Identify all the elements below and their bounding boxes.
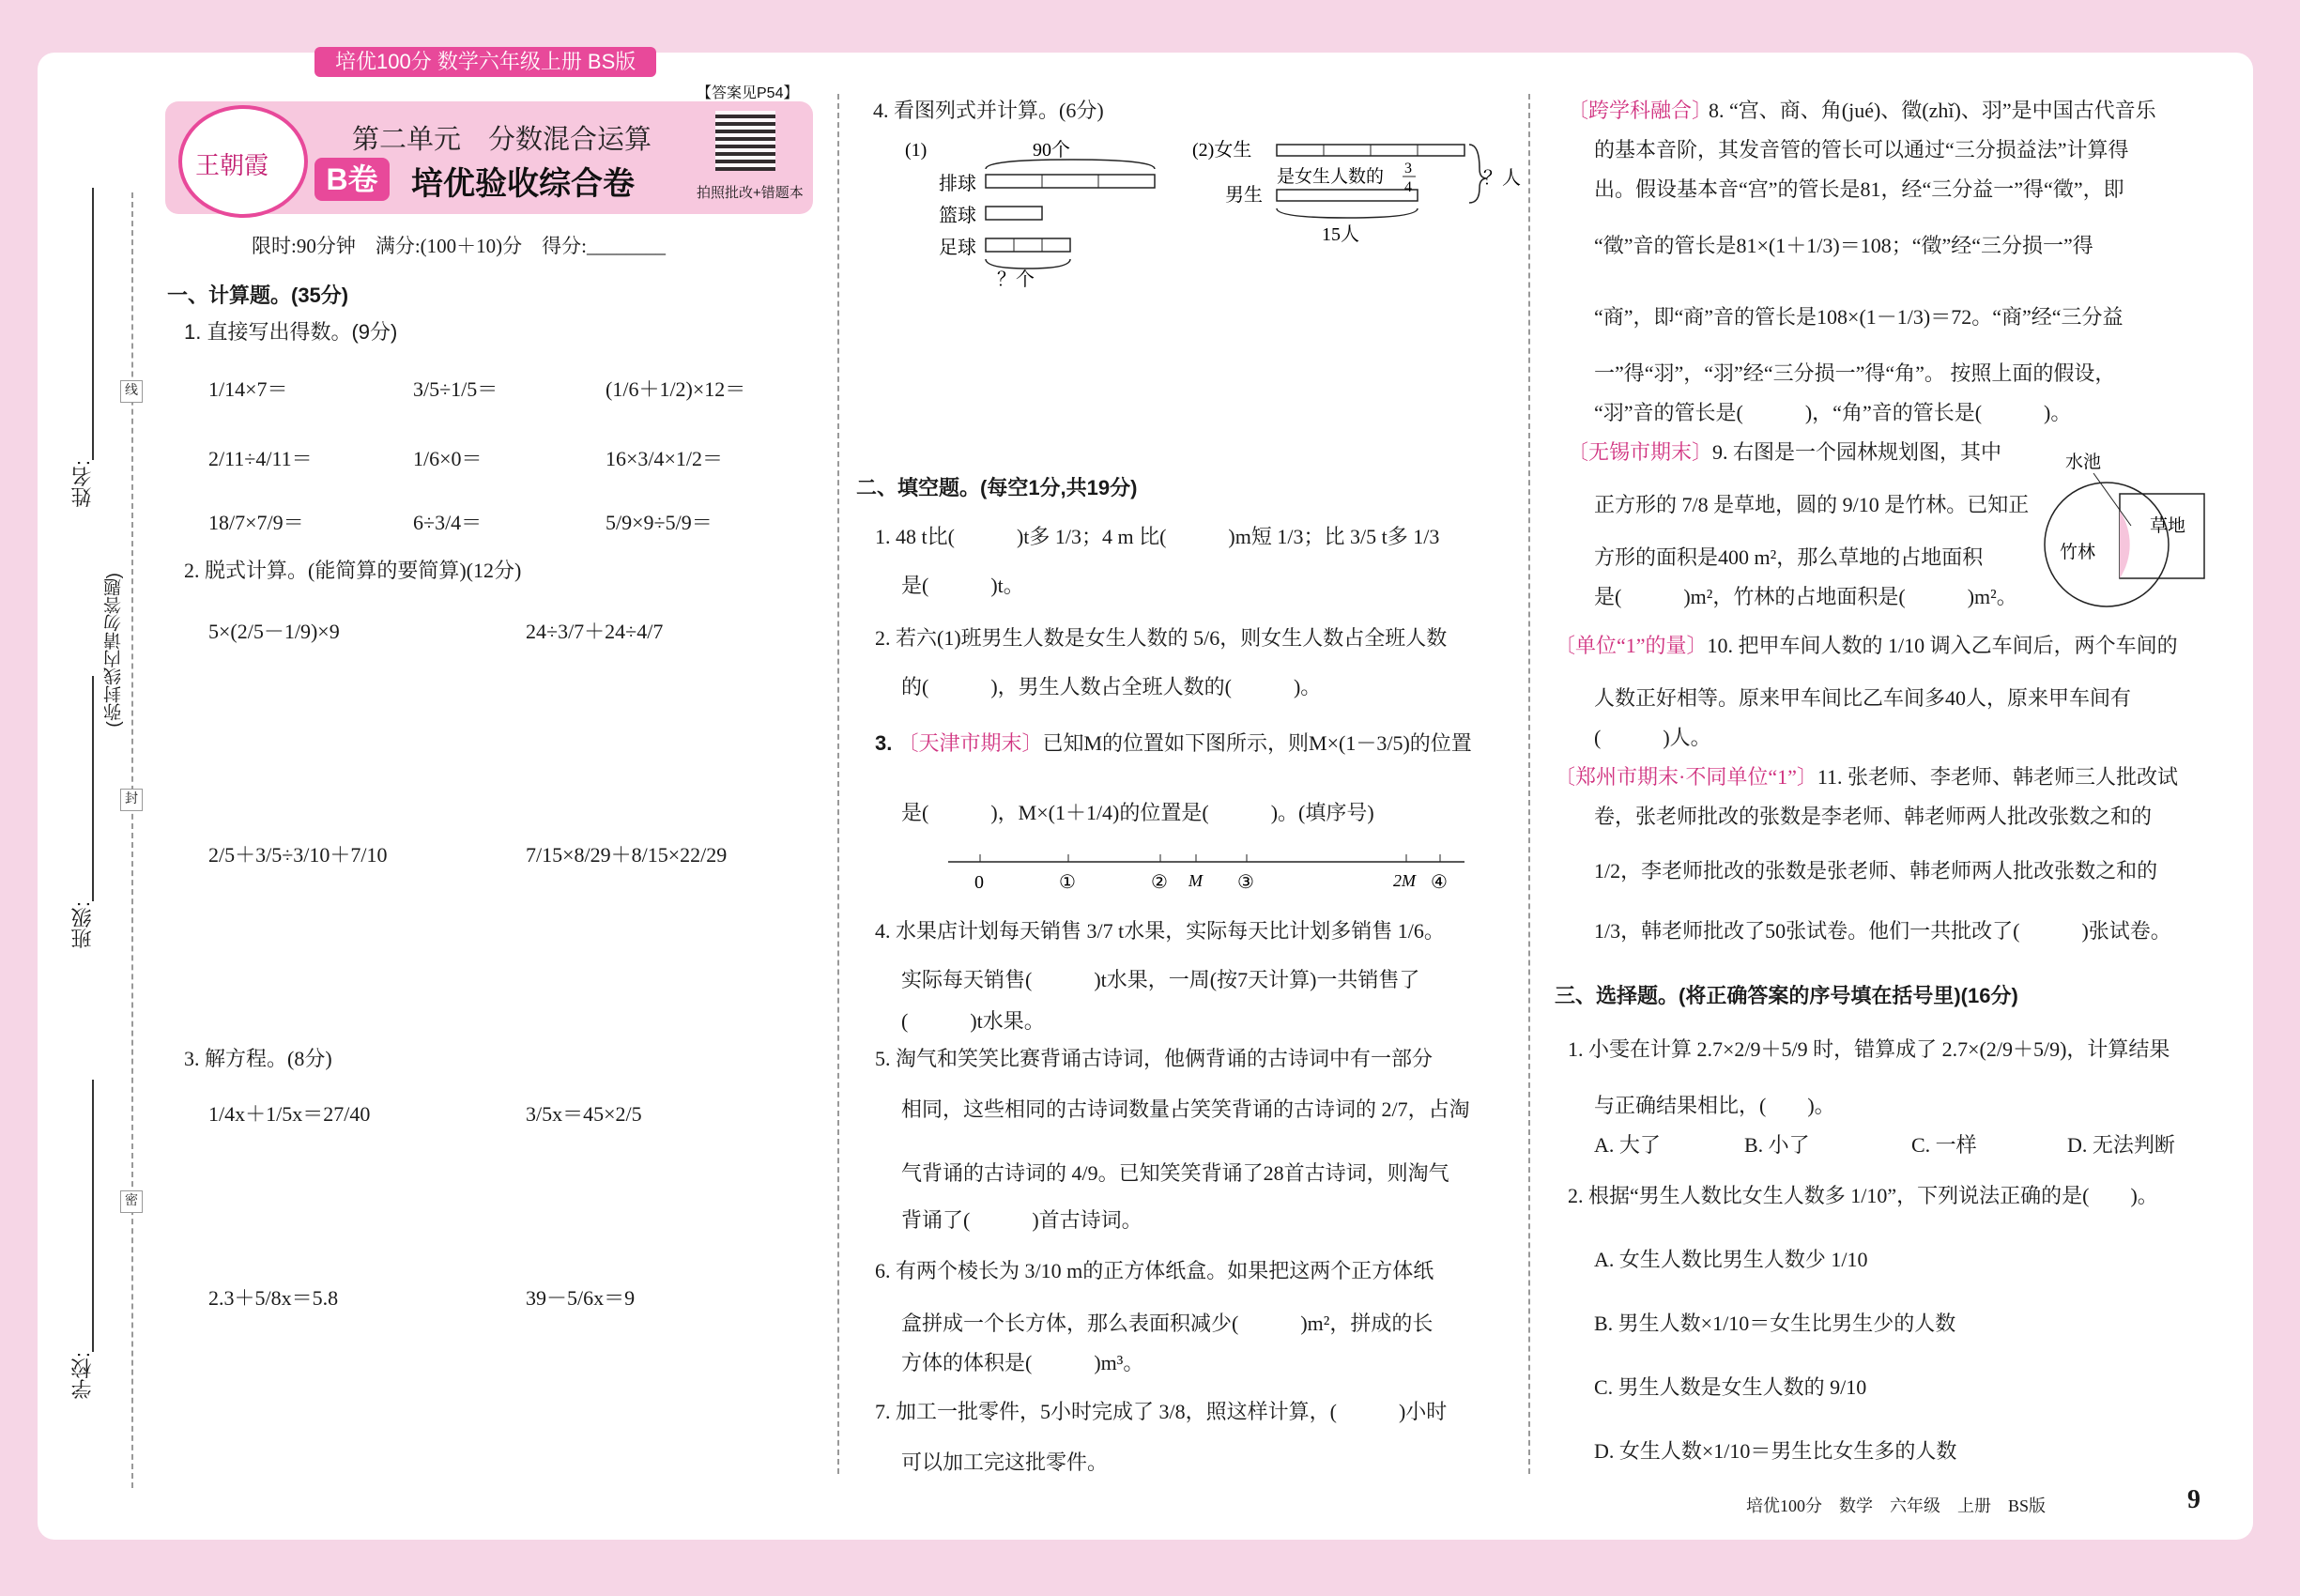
answer-ref: 【答案见P54】 <box>697 85 799 101</box>
fill-8a: 8. “宫、商、角(jué)、徵(zhǐ)、羽”是中国古代音乐 <box>1709 99 2156 122</box>
calc-4: 2/11÷4/11＝ <box>208 447 313 470</box>
fill-8c: 出。假设基本音“宫”的管长是81，经“三分益一”得“徵”，即 <box>1594 177 2124 201</box>
diag1-basketball: 篮球 <box>939 206 976 226</box>
step-calc-4: 7/15×8/29＋8/15×22/29 <box>526 843 728 867</box>
fill-4b: 实际每天销售( )t水果，一周(按7天计算)一共销售了 <box>901 968 1420 991</box>
diag1-label: (1) <box>905 140 928 161</box>
calc-2: 3/5÷1/5＝ <box>413 377 498 401</box>
fill-11b: 卷，张老师批改的张数是李老师、韩老师两人批改张数之和的 <box>1594 805 2153 828</box>
choice-1-option-b[interactable]: B. 小了 <box>1744 1133 1810 1157</box>
step-calc-3: 2/5＋3/5÷3/10＋7/10 <box>208 843 388 867</box>
column-divider-2 <box>1528 94 1530 1474</box>
section-2-title: 二、填空题。(每空1分,共19分) <box>856 476 1138 499</box>
fill-7b: 可以加工完这批零件。 <box>901 1450 1109 1474</box>
fill-6b: 盒拼成一个长方体，那么表面积减少( )m²，拼成的长 <box>901 1312 1434 1335</box>
calc-8: 6÷3/4＝ <box>413 511 483 534</box>
diag2-note: 是女生人数的 <box>1277 167 1385 187</box>
fill-9d: 是( )m²，竹林的占地面积是( )m²。 <box>1594 585 2017 608</box>
diag2-bar-boys <box>1277 190 1418 201</box>
fill-8-source: 〔跨学科融合〕 <box>1568 99 1713 122</box>
diag1-top: 90个 <box>1033 140 1070 161</box>
tick-2: ② <box>1151 872 1168 893</box>
fill-2a: 2. 若六(1)班男生人数是女生人数的 5/6，则女生人数占全班人数 <box>875 626 1448 650</box>
svg-text:4: 4 <box>1404 179 1412 195</box>
tick-2M: 2M <box>1393 871 1416 890</box>
school-blank <box>92 1080 94 1352</box>
fill-3b: 是( )，M×(1＋1/4)的位置是( )。(填序号) <box>901 801 1374 824</box>
tick-3: ③ <box>1237 872 1254 893</box>
fill-1b: 是( )t。 <box>901 574 1024 597</box>
diag2-boys: 男生 <box>1225 185 1263 206</box>
fill-7a: 7. 加工一批零件，5小时完成了 3/8，照这样计算，( )小时 <box>875 1400 1448 1423</box>
fill-6c: 方体的体积是( )m³。 <box>901 1351 1144 1374</box>
fill-8b: 的基本音阶，其发音管的管长可以通过“三分损益法”计算得 <box>1594 138 2129 161</box>
fill-11d: 1/3，韩老师批改了50张试卷。他们一共批改了( )张试卷。 <box>1594 919 2171 943</box>
diag1-bar-basketball <box>986 207 1042 220</box>
garden-square <box>2120 494 2204 578</box>
calc-7: 18/7×7/9＝ <box>208 511 304 534</box>
paper-title: 培优验收综合卷 <box>411 166 635 202</box>
diag1-bar-volleyball <box>986 175 1155 188</box>
diag2-ask: ？人 <box>1483 168 1521 189</box>
fill-5a: 5. 淘气和笑笑比赛背诵古诗词，他俩背诵的古诗词中有一部分 <box>875 1047 1434 1070</box>
choice-2-option-a[interactable]: A. 女生人数比男生人数少 1/10 <box>1594 1248 1868 1271</box>
calc-9: 5/9×9÷5/9＝ <box>606 511 713 534</box>
fill-11c: 1/2，李老师批改的张数是张老师、韩老师两人批改张数之和的 <box>1594 859 2158 882</box>
equation-4: 39－5/6x＝9 <box>526 1286 636 1310</box>
choice-1a: 1. 小雯在计算 2.7×2/9＋5/9 时，错算成了 2.7×(2/9＋5/9)，计算结果 <box>1568 1037 2170 1061</box>
paper-tag: B卷 <box>314 158 390 201</box>
equation-3: 2.3＋5/8x＝5.8 <box>208 1286 339 1310</box>
q3-title: 3. 解方程。(8分) <box>184 1047 332 1070</box>
diag1-bottom: ？个 <box>997 269 1035 290</box>
calc-6: 16×3/4×1/2＝ <box>606 447 724 470</box>
diag1-football: 足球 <box>939 238 976 258</box>
q1-title: 1. 直接写出得数。(9分) <box>184 320 398 344</box>
q4-diagram <box>892 131 1521 300</box>
choice-1-option-c[interactable]: C. 一样 <box>1911 1133 1977 1157</box>
svg-text:3: 3 <box>1404 161 1412 176</box>
fill-2b: 的( )，男生人数占全班人数的( )。 <box>901 675 1322 698</box>
fill-10a-text: 10. 把甲车间人数的 1/10 调入乙车间后，两个车间的 <box>1707 634 2178 657</box>
fill-8e: “商”，即“商”音的管长是108×(1－1/3)＝72。“商”经“三分益 <box>1594 305 2124 329</box>
fill-10c: ( )人。 <box>1594 726 1711 749</box>
calc-1: 1/14×7＝ <box>208 377 288 401</box>
exam-limits: 限时:90分钟 满分:(100＋10)分 得分:________ <box>252 235 666 257</box>
diag2-15: 15人 <box>1322 224 1359 245</box>
fill-4a: 4. 水果店计划每天销售 3/7 t水果，实际每天比计划多销售 1/6。 <box>875 919 1445 943</box>
equation-1: 1/4x＋1/5x＝27/40 <box>208 1102 371 1126</box>
fill-3: 3. 〔天津市期末〕已知M的位置如下图所示，则M×(1－3/5)的位置 <box>875 731 1472 755</box>
calc-3: (1/6＋1/2)×12＝ <box>606 377 746 401</box>
fill-9a <box>1568 437 2001 468</box>
diag1-bar-football <box>986 238 1070 252</box>
fill-10a <box>1555 631 2178 661</box>
number-line <box>939 849 1483 896</box>
fill-8g: “羽”音的管长是( )，“角”音的管长是( )。 <box>1594 401 2072 424</box>
fill-3a: 已知M的位置如下图所示，则M×(1－3/5)的位置 <box>1042 731 1472 755</box>
qr-code-icon[interactable] <box>715 111 775 171</box>
step-calc-2: 24÷3/7＋24÷4/7 <box>526 620 664 643</box>
equation-2: 3/5x＝45×2/5 <box>526 1102 642 1126</box>
fill-4c: ( )t水果。 <box>901 1009 1045 1033</box>
tick-4: ④ <box>1431 872 1448 893</box>
seal-notice: (弥封线内请勿答题) <box>104 573 124 728</box>
pond-label: 水池 <box>2065 453 2102 472</box>
choice-1b: 与正确结果相比，( )。 <box>1594 1094 1835 1117</box>
fill-5d: 背诵了( )首古诗词。 <box>901 1208 1142 1232</box>
garden-diagram <box>2037 441 2206 610</box>
fill-8f: 一”得“羽”，“羽”经“三分损一”得“角”。 按照上面的假设， <box>1594 361 2116 385</box>
fill-5c: 气背诵的古诗词的 4/9。已知笑笑背诵了28首古诗词，则淘气 <box>901 1161 1449 1185</box>
choice-2-option-b[interactable]: B. 男生人数×1/10＝女生比男生少的人数 <box>1594 1312 1956 1335</box>
fill-9a-text: 9. 右图是一个园林规划图，其中 <box>1712 440 2002 464</box>
class-blank <box>92 676 94 901</box>
page-number: 9 <box>2187 1485 2200 1514</box>
series-tag: 培优100分 数学六年级上册 BS版 <box>314 47 656 77</box>
name-label: 姓名: <box>70 460 94 508</box>
bamboo-label: 竹林 <box>2060 543 2096 562</box>
choice-2: 2. 根据“男生人数比女生人数多 1/10”，下列说法正确的是( )。 <box>1568 1184 2158 1207</box>
choice-2-option-c[interactable]: C. 男生人数是女生人数的 9/10 <box>1594 1375 1867 1399</box>
q4-title: 4. 看图列式并计算。(6分) <box>873 99 1104 122</box>
diag2-girls: (2)女生 <box>1192 140 1252 161</box>
fill-9c: 方形的面积是400 m²，那么草地的占地面积 <box>1594 545 1984 569</box>
tick-0: 0 <box>974 872 984 893</box>
logo-text: 王朝霞 <box>195 152 269 179</box>
pond-area <box>2120 511 2130 578</box>
fill-3-source: 〔天津市期末〕 <box>897 731 1043 755</box>
choice-2-option-d[interactable]: D. 女生人数×1/10＝男生比女生多的人数 <box>1594 1439 1957 1463</box>
fill-11a-text: 11. 张老师、李老师、韩老师三人批改试 <box>1817 765 2179 789</box>
section-1-title: 一、计算题。(35分) <box>167 284 349 307</box>
fill-10b: 人数正好相等。原来甲车间比乙车间多40人，原来甲车间有 <box>1594 686 2132 710</box>
seal-box-seal: 封 <box>120 789 143 811</box>
seal-box-secret: 密 <box>120 1190 143 1213</box>
fill-9-source: 〔无锡市期末〕 <box>1568 440 1713 464</box>
tick-M: M <box>1188 871 1203 890</box>
tick-1: ① <box>1059 872 1076 893</box>
class-label: 班级: <box>70 901 94 949</box>
fill-6a: 6. 有两个棱长为 3/10 m的正方体纸盒。如果把这两个正方体纸 <box>875 1259 1434 1282</box>
grass-label: 草地 <box>2150 516 2186 536</box>
diag1-top-brace <box>986 160 1155 169</box>
fill-5b: 相同，这些相同的古诗词数量占笑笑背诵的古诗词的 2/7，占淘 <box>901 1097 1470 1121</box>
unit-title: 第二单元 分数混合运算 <box>352 125 652 155</box>
step-calc-1: 5×(2/5－1/9)×9 <box>208 620 340 643</box>
fill-11a <box>1555 762 2178 792</box>
diag1-volleyball: 排球 <box>939 174 976 194</box>
qr-caption: 拍照批改+错题本 <box>697 185 804 201</box>
school-label: 学校: <box>70 1352 94 1400</box>
choice-1-option-a[interactable]: A. 大了 <box>1594 1133 1661 1157</box>
name-blank <box>92 188 94 460</box>
fill-11-source: 〔郑州市期末·不同单位“1”〕 <box>1555 765 1817 789</box>
choice-1-option-d[interactable]: D. 无法判断 <box>2067 1133 2175 1157</box>
section-3-title: 三、选择题。(将正确答案的序号填在括号里)(16分) <box>1555 984 2018 1007</box>
fill-9b: 正方形的 7/8 是草地，圆的 9/10 是竹林。已知正 <box>1594 493 2030 516</box>
q2-title: 2. 脱式计算。(能简算的要简算)(12分) <box>184 559 522 582</box>
column-divider-1 <box>837 94 839 1474</box>
fill-10-source: 〔单位“1”的量〕 <box>1555 634 1708 657</box>
calc-5: 1/6×0＝ <box>413 447 483 470</box>
seal-box-line: 线 <box>120 380 143 403</box>
brand-logo <box>178 105 308 218</box>
fill-1a: 1. 48 t比( )t多 1/3；4 m 比( )m短 1/3；比 3/5 t多 1/3 <box>875 525 1440 548</box>
fill-8d: “徵”音的管长是81×(1＋1/3)＝108；“徵”经“三分损一”得 <box>1594 234 2093 257</box>
footer-text: 培优100分 数学 六年级 上册 BS版 <box>1746 1496 2047 1515</box>
